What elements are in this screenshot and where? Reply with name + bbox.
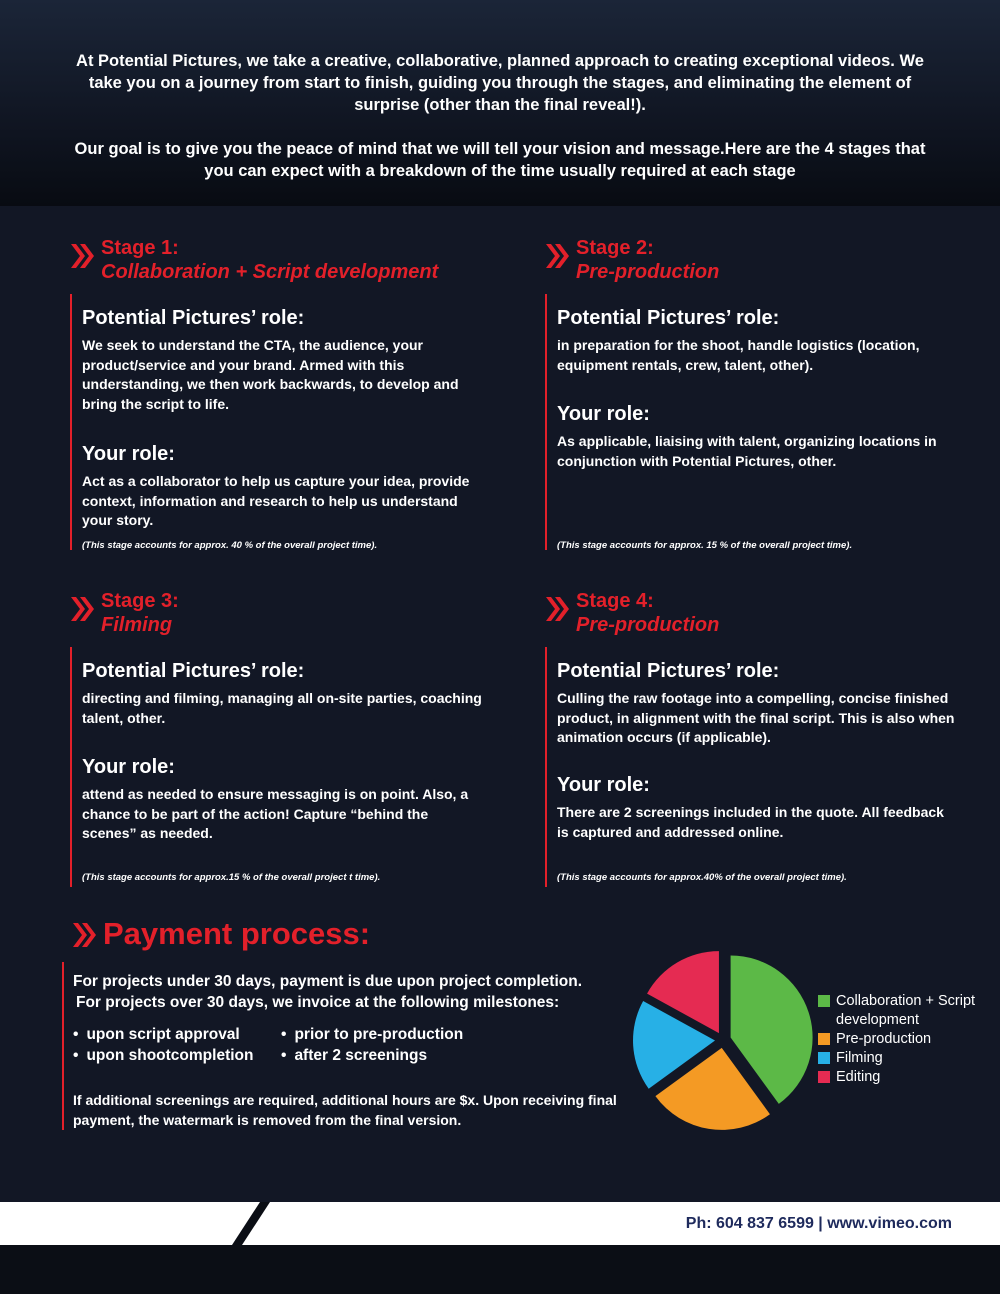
contact-info: Ph: 604 837 6599 | www.vimeo.com bbox=[685, 1215, 952, 1232]
legend-item bbox=[818, 1068, 993, 1087]
stage-body bbox=[545, 294, 967, 550]
legend-item bbox=[818, 992, 993, 1030]
intro-section bbox=[0, 0, 1000, 206]
double-chevron-right-icon bbox=[545, 595, 569, 623]
double-chevron-right-icon bbox=[70, 242, 94, 270]
your-role-title: Your role: bbox=[557, 774, 650, 796]
stage-number: Stage 1: bbox=[101, 237, 179, 259]
slash-decoration bbox=[232, 1202, 272, 1245]
stage-time-note: (This stage accounts for approx. 15 % of the overall project time). bbox=[557, 540, 853, 551]
your-role-title: Your role: bbox=[557, 403, 650, 425]
double-chevron-right-icon bbox=[72, 921, 96, 949]
pp-role-title: Potential Pictures’ role: bbox=[557, 307, 780, 329]
stage-time-note: (This stage accounts for approx.40% of the overall project time). bbox=[557, 872, 847, 883]
legend-swatch bbox=[818, 995, 830, 1007]
pp-role-title: Potential Pictures’ role: bbox=[82, 307, 305, 329]
milestone-item bbox=[73, 1024, 240, 1045]
stage-header bbox=[70, 589, 490, 641]
payment-title: Payment process: bbox=[103, 916, 371, 951]
milestone-item bbox=[73, 1045, 253, 1066]
your-role-text: As applicable, liaising with talent, organizing locations in conjunction with Potential Pictures, other. bbox=[557, 433, 937, 469]
bullet-dot: • bbox=[281, 1047, 287, 1064]
bullet-dot: • bbox=[73, 1047, 79, 1064]
pp-role-text: We seek to understand the CTA, the audience, your product/service and your brand. Armed with this understanding, we then work backwards, to develop and bring the script to life. bbox=[82, 337, 459, 412]
stage-body bbox=[545, 647, 967, 887]
stage-name: Pre-production bbox=[576, 261, 720, 283]
legend-swatch bbox=[818, 1071, 830, 1083]
pp-role-title: Potential Pictures’ role: bbox=[82, 660, 305, 682]
footer-bar bbox=[0, 1202, 1000, 1245]
stage-2 bbox=[545, 236, 965, 566]
milestone-text: after 2 screenings bbox=[294, 1047, 428, 1064]
stage-1 bbox=[70, 236, 490, 566]
milestone-item bbox=[281, 1045, 427, 1066]
stage-3 bbox=[70, 589, 490, 889]
stage-name: Filming bbox=[101, 614, 173, 636]
stage-number: Stage 4: bbox=[576, 590, 654, 612]
pp-role-text: Culling the raw footage into a compelling, concise finished product, in alignment with the final script. This is also when animation occurs (if applicable). bbox=[557, 690, 955, 745]
legend-swatch bbox=[818, 1052, 830, 1064]
stage-time-note: (This stage accounts for approx.15 % of the overall project t time). bbox=[82, 872, 381, 883]
chart-legend bbox=[818, 992, 993, 1087]
legend-label: Collaboration + Script development bbox=[836, 993, 976, 1028]
stage-time-note: (This stage accounts for approx. 40 % of the overall project time). bbox=[82, 540, 378, 551]
stage-name: Collaboration + Script development bbox=[101, 261, 439, 283]
stage-header bbox=[70, 236, 490, 288]
your-role-title: Your role: bbox=[82, 443, 175, 465]
intro-paragraph-2: Our goal is to give you the peace of mind that we will tell your vision and message.Here are the 4 stages that you can expect with a breakdown of the time usually required at each stage bbox=[74, 140, 926, 180]
your-role-text: Act as a collaborator to help us capture your idea, provide context, information and research to help us understand your story. bbox=[82, 473, 470, 528]
legend-swatch bbox=[818, 1033, 830, 1045]
stage-name: Pre-production bbox=[576, 614, 720, 636]
pp-role-text: directing and filming, managing all on-site parties, coaching talent, other. bbox=[82, 690, 482, 726]
pp-role-title: Potential Pictures’ role: bbox=[557, 660, 780, 682]
your-role-title: Your role: bbox=[82, 756, 175, 778]
intro-paragraph-1: At Potential Pictures, we take a creative, collaborative, planned approach to creating exceptional videos. We take you on a journey from start to finish, guiding you through the stages, and eliminating the element of surprise (other than the final reveal!). bbox=[76, 52, 924, 114]
milestone-text: upon shootcompletion bbox=[86, 1047, 254, 1064]
milestone-text: upon script approval bbox=[86, 1026, 240, 1043]
bullet-dot: • bbox=[281, 1026, 287, 1043]
milestone-item bbox=[281, 1024, 463, 1045]
pp-role-text: in preparation for the shoot, handle logistics (location, equipment rentals, crew, talent, other). bbox=[557, 337, 920, 373]
payment-header bbox=[72, 915, 472, 955]
legend-label: Editing bbox=[836, 1069, 881, 1085]
legend-item bbox=[818, 1049, 993, 1068]
stage-header bbox=[545, 236, 965, 288]
legend-item bbox=[818, 1030, 993, 1049]
your-role-text: There are 2 screenings included in the quote. All feedback is captured and addressed online. bbox=[557, 804, 944, 840]
payment-line-2: For projects over 30 days, we invoice at the following milestones: bbox=[76, 994, 560, 1011]
stage-header bbox=[545, 589, 965, 641]
double-chevron-right-icon bbox=[70, 595, 94, 623]
payment-line-1: For projects under 30 days, payment is due upon project completion. bbox=[73, 973, 583, 990]
your-role-text: attend as needed to ensure messaging is on point. Also, a chance to be part of the action! Capture “behind the scenes” as needed. bbox=[82, 786, 469, 841]
stage-number: Stage 2: bbox=[576, 237, 654, 259]
legend-label: Pre-production bbox=[836, 1031, 932, 1047]
stage-body bbox=[70, 647, 492, 887]
stage-body bbox=[70, 294, 492, 550]
payment-footer-text: If additional screenings are required, additional hours are $x. Upon receiving final payment, the watermark is removed from the final version. bbox=[73, 1092, 617, 1128]
stage-time-pie-chart bbox=[628, 940, 818, 1140]
bottom-band bbox=[0, 1245, 1000, 1294]
stage-number: Stage 3: bbox=[101, 590, 179, 612]
bullet-dot: • bbox=[73, 1026, 79, 1043]
payment-section bbox=[62, 962, 644, 1130]
legend-label: Filming bbox=[836, 1050, 883, 1066]
stage-4 bbox=[545, 589, 965, 889]
double-chevron-right-icon bbox=[545, 242, 569, 270]
milestone-text: prior to pre-production bbox=[294, 1026, 464, 1043]
